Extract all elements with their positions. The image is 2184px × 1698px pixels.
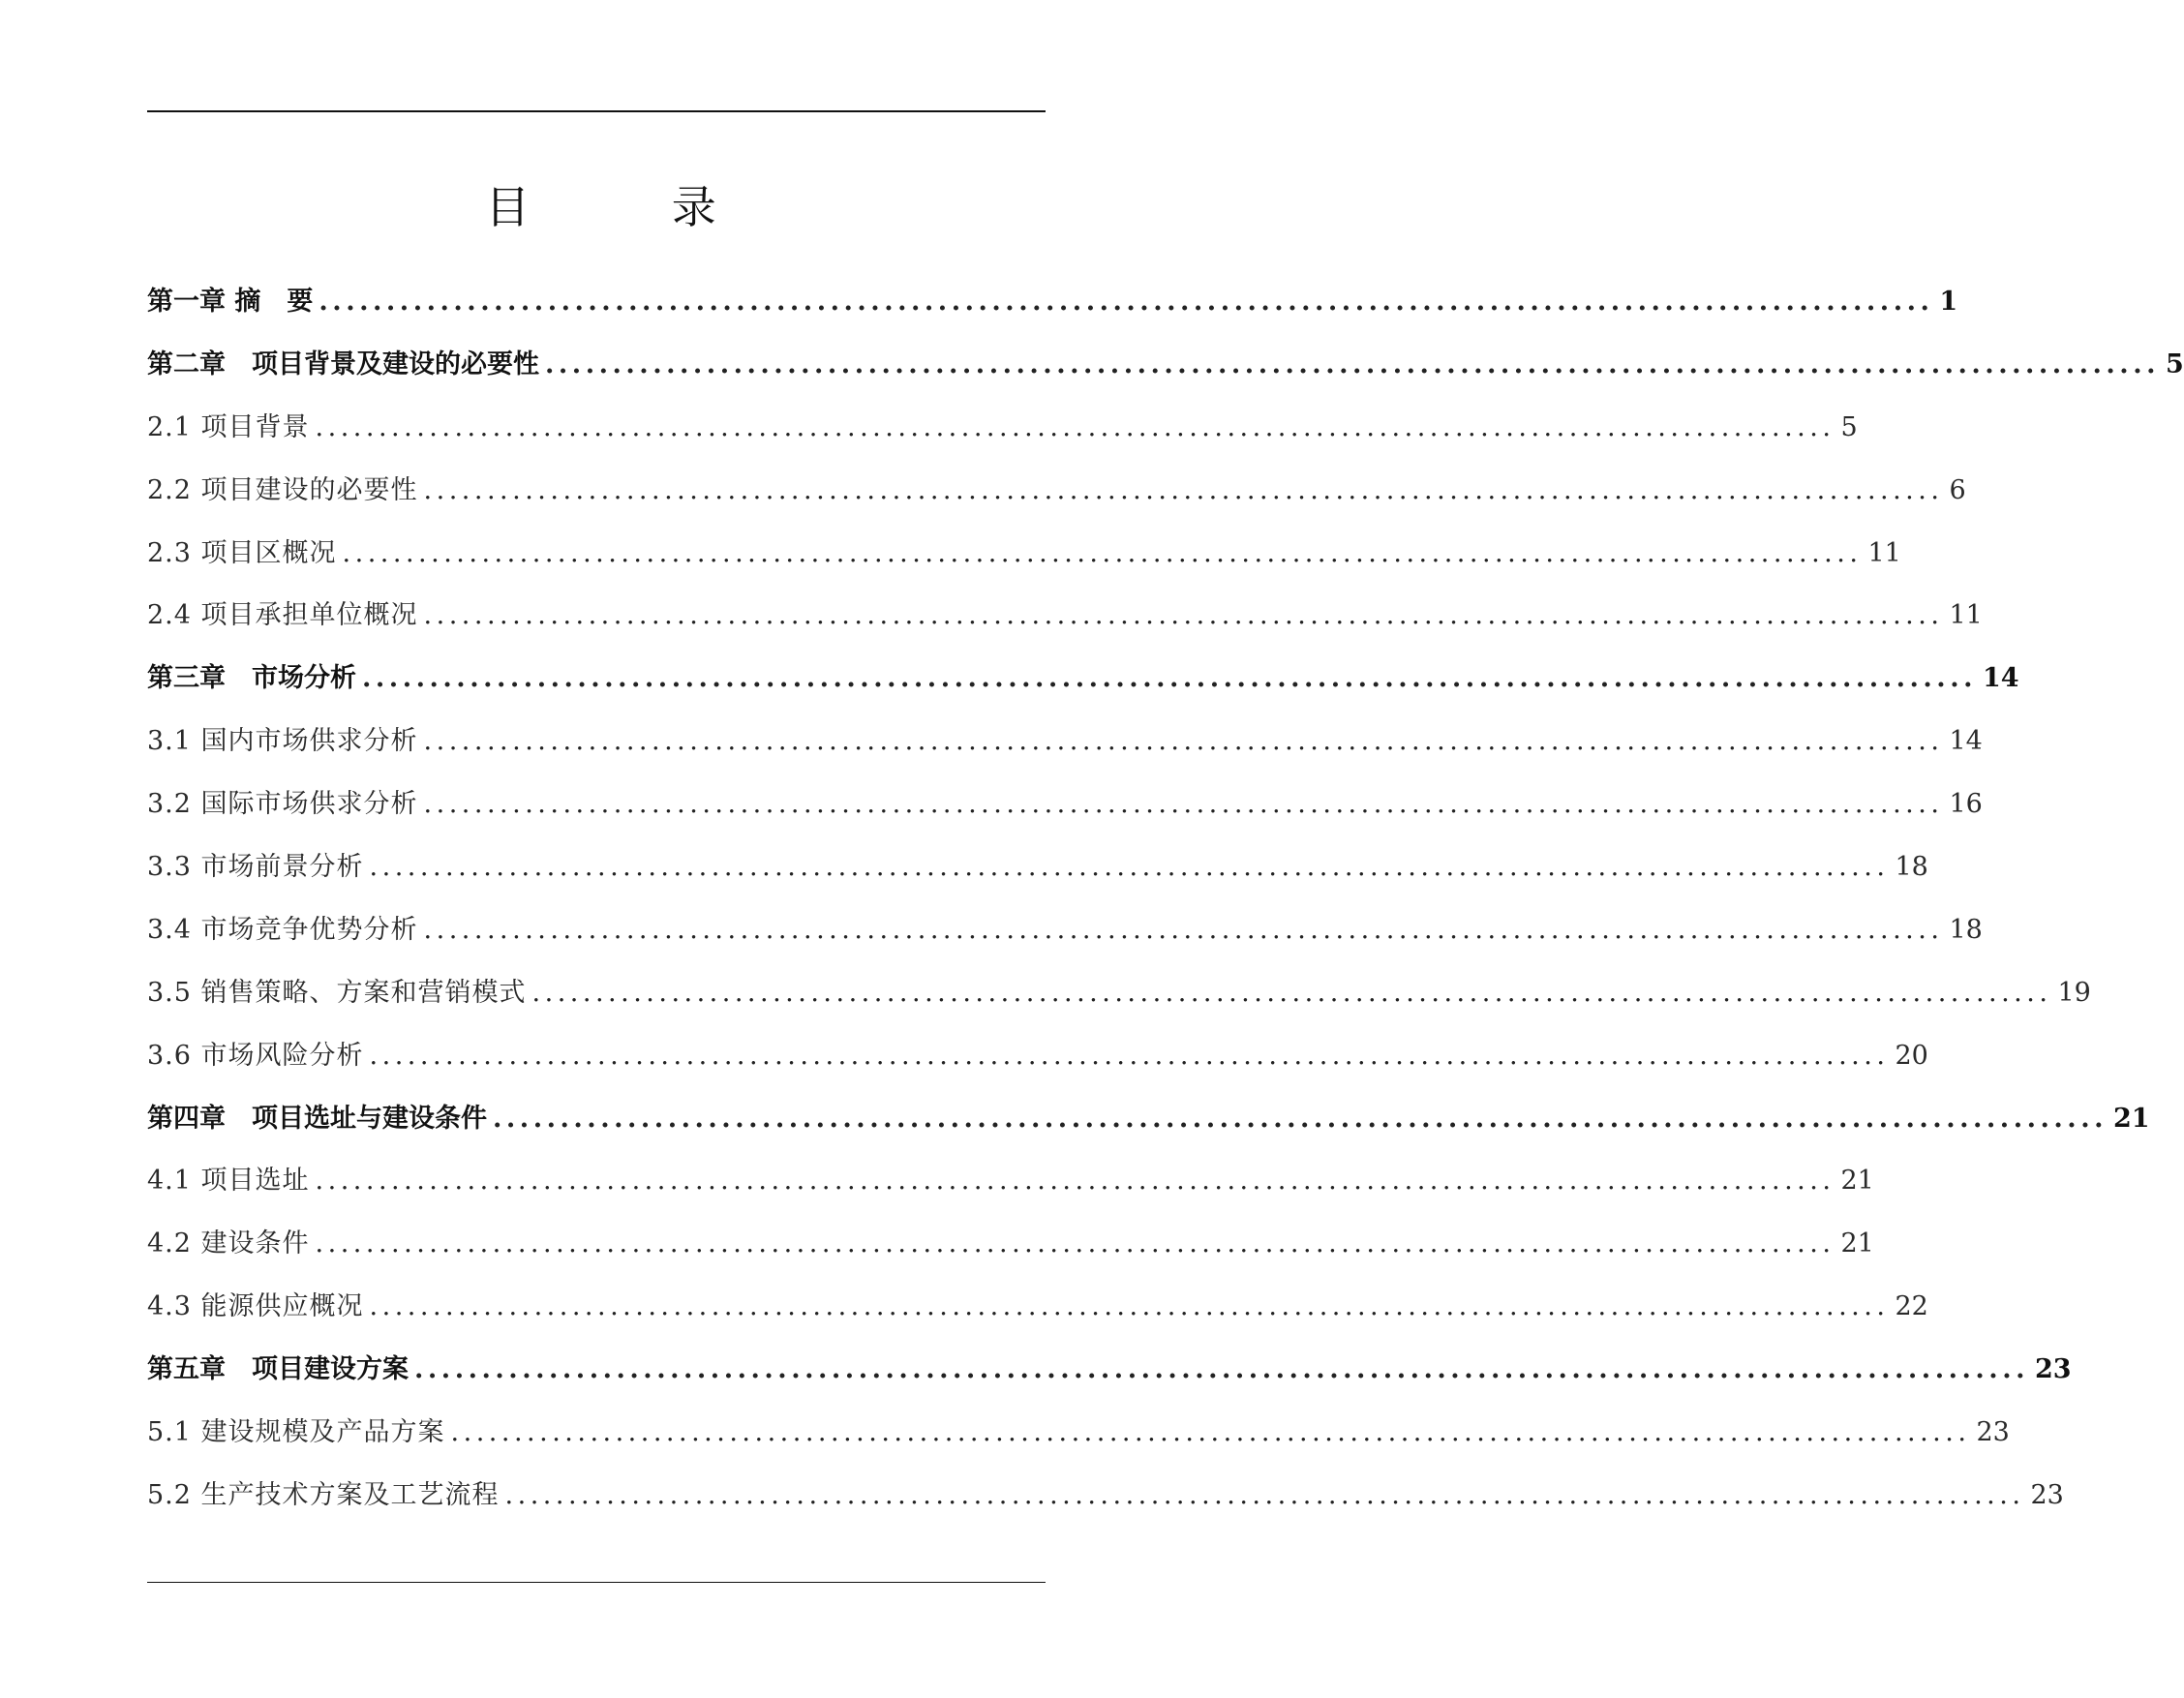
toc-section-entry[interactable] [147,1402,2010,1465]
toc-dot-leader: ........................................................................................................................ [531,977,2052,1008]
toc-page-number: 23 [2030,1479,2064,1510]
toc-entry-label: 3.1 国内市场供求分析 [147,726,418,757]
toc-entry-label: 3.2 国际市场供求分析 [147,789,418,820]
toc-section-entry[interactable] [147,523,1901,586]
toc-page-number: 11 [1867,537,1901,568]
toc-section-entry[interactable] [147,1025,1928,1088]
toc-dot-leader: ........................................................................................................................ [423,789,1944,820]
table-of-contents [147,271,2184,1528]
toc-page-number: 16 [1949,789,1983,820]
toc-section-entry[interactable] [147,1150,1874,1213]
toc-page-number: 20 [1895,1040,1928,1071]
toc-section-entry[interactable] [147,585,1983,648]
toc-section-entry[interactable] [147,962,2091,1025]
toc-page-number: 21 [2113,1103,2150,1134]
toc-dot-leader: ........................................................................................................................ [423,474,1944,505]
toc-section-entry[interactable] [147,773,1983,836]
toc-entry-label: 4.2 建设条件 [147,1228,310,1259]
toc-page-number: 18 [1949,914,1983,945]
toc-page-number: 19 [2057,977,2091,1008]
toc-entry-label: 4.3 能源供应概况 [147,1291,364,1322]
toc-dot-leader: ........................................................................................................................ [315,1166,1835,1197]
toc-entry-label: 2.4 项目承担单位概况 [147,600,418,631]
toc-dot-leader: ........................................................................................................................ [369,1291,1890,1322]
toc-dot-leader: ........................................................................................................................ [369,1040,1890,1071]
toc-section-entry[interactable] [147,397,1858,460]
toc-page-number: 21 [1840,1166,1874,1197]
toc-entry-label: 第四章 项目选址与建设条件 [147,1103,487,1134]
toc-page-number: 11 [1949,600,1983,631]
toc-dot-leader: ........................................................................................................................ [423,914,1944,945]
toc-chapter-entry[interactable] [147,1339,2072,1402]
toc-entry-label: 5.2 生产技术方案及工艺流程 [147,1479,500,1510]
toc-section-entry[interactable] [147,1213,1874,1276]
toc-dot-leader: ........................................................................................................................ [369,852,1890,883]
toc-entry-label: 第一章 摘 要 [147,287,314,317]
toc-entry-label: 第三章 市场分析 [147,663,356,694]
toc-dot-leader: ........................................................................................................................ [423,600,1944,631]
toc-entry-label: 2.2 项目建设的必要性 [147,474,418,505]
toc-dot-leader: ........................................................................................................................ [414,1354,2029,1385]
toc-page-number: 14 [1983,663,2019,694]
toc-page-number: 5 [2166,349,2184,379]
toc-entry-label: 5.1 建设规模及产品方案 [147,1417,445,1448]
toc-entry-label: 3.4 市场竞争优势分析 [147,914,418,945]
toc-page-number: 5 [1840,411,1858,442]
toc-page-number: 23 [2035,1354,2072,1385]
toc-page-number: 14 [1949,726,1983,757]
toc-dot-leader: ........................................................................................................................ [504,1479,2025,1510]
toc-entry-label: 3.5 销售策略、方案和营销模式 [147,977,527,1008]
toc-dot-leader: ........................................................................................................................ [315,411,1835,442]
toc-page-number: 18 [1895,852,1928,883]
toc-dot-leader: ........................................................................................................................ [342,537,1863,568]
toc-page-number: 23 [1976,1417,2010,1448]
toc-section-entry[interactable] [147,1276,1928,1339]
toc-page-number: 6 [1949,474,1966,505]
page-title: 目 录 [485,180,780,233]
toc-section-entry[interactable] [147,460,1966,523]
toc-entry-label: 第二章 项目背景及建设的必要性 [147,349,539,379]
toc-dot-leader: ........................................................................................................................ [318,287,1934,317]
toc-entry-label: 2.3 项目区概况 [147,537,337,568]
toc-chapter-entry[interactable] [147,271,1958,334]
toc-section-entry[interactable] [147,899,1983,962]
toc-page-number: 1 [1939,287,1958,317]
toc-chapter-entry[interactable] [147,648,2019,711]
toc-entry-label: 3.3 市场前景分析 [147,852,364,883]
toc-dot-leader: ........................................................................................................................ [493,1103,2108,1134]
footer-rule [147,1582,1046,1583]
toc-dot-leader: ........................................................................................................................ [423,726,1944,757]
toc-dot-leader: ........................................................................................................................ [362,663,1977,694]
toc-chapter-entry[interactable] [147,1088,2150,1151]
toc-chapter-entry[interactable] [147,334,2184,397]
toc-page-number: 21 [1840,1228,1874,1259]
toc-entry-label: 3.6 市场风险分析 [147,1040,364,1071]
toc-entry-label: 2.1 项目背景 [147,411,310,442]
toc-dot-leader: ........................................................................................................................ [545,349,2160,379]
header-rule [147,110,1046,112]
toc-entry-label: 4.1 项目选址 [147,1166,310,1197]
toc-page-number: 22 [1895,1291,1928,1322]
toc-dot-leader: ........................................................................................................................ [450,1417,1971,1448]
toc-dot-leader: ........................................................................................................................ [315,1228,1835,1259]
toc-section-entry[interactable] [147,836,1928,899]
toc-section-entry[interactable] [147,711,1983,773]
toc-section-entry[interactable] [147,1465,2064,1528]
toc-entry-label: 第五章 项目建设方案 [147,1354,409,1385]
